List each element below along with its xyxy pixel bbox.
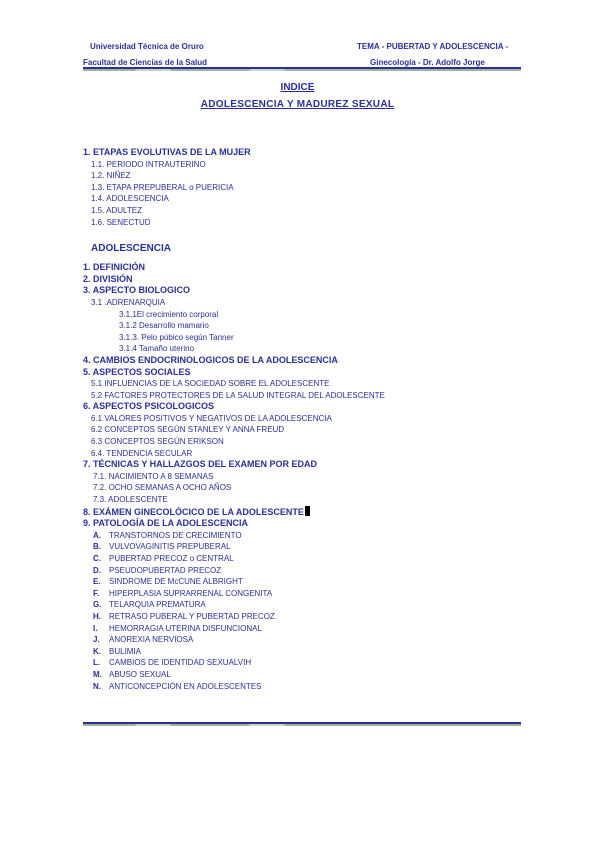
pathology-letter: B. [93, 542, 101, 552]
pathology-letter: N. [93, 681, 101, 691]
toc-entry [83, 424, 543, 436]
pathology-letter: J. [93, 635, 100, 645]
toc-entry-text: 6.4. TENDENCIA SECULAR [91, 448, 193, 458]
toc-entry [83, 309, 543, 321]
pathology-text: VULVOVAGINITIS PREPUBERAL [109, 542, 231, 552]
pathology-letter: I. [93, 623, 98, 633]
toc-entry-text: 9. PATOLOGÍA DE LA ADOLESCENCIA [83, 518, 249, 529]
toc-entry [83, 413, 543, 425]
toc-entry: 1.1. PERIODO INTRAUTERINO [91, 159, 206, 169]
toc-heading [83, 506, 543, 519]
toc-heading [83, 459, 543, 471]
header-rule [83, 67, 521, 71]
toc-entry [83, 320, 543, 332]
toc-entry-text: 6. ASPECTOS PSICOLOGICOS [83, 401, 215, 412]
pathology-letter: A. [93, 530, 101, 540]
toc-entry: 1.3. ETAPA PREPUBERAL o PUERICIA [91, 182, 234, 192]
header-faculty: Facultad de Ciencias de la Salud [83, 58, 208, 67]
pathology-text: CAMBIOS DE IDENTIDAD SEXUALVIH [109, 658, 252, 668]
pathology-item [83, 657, 543, 669]
pathology-item [83, 576, 543, 588]
pathology-letter: H. [93, 611, 101, 621]
toc-heading: 1. ETAPAS EVOLUTIVAS DE LA MUJER [83, 147, 251, 157]
toc-entry: 1.4. ADOLESCENCIA [91, 194, 169, 204]
pathology-text: ABUSO SEXUAL [109, 669, 171, 679]
toc-entry-text: 7.3. ADOLESCENTE [93, 495, 168, 505]
pathology-text: BULIMIA [109, 646, 142, 656]
pathology-item [83, 669, 543, 681]
toc-heading [83, 401, 543, 413]
toc-entry-text: 7.1. NACIMIENTO A 8 SEMANAS [93, 471, 214, 481]
pathology-text: ANOREXIA NERVIOSA [109, 635, 194, 645]
text-cursor [305, 506, 310, 516]
toc-entry-text: 6.3 CONCEPTOS SEGÚN ERIKSON [91, 437, 224, 447]
toc-entry: 1.6. SENECTUD [91, 217, 151, 227]
toc-entry-text: 1. DEFINICIÓN [83, 262, 146, 273]
pathology-item [83, 611, 543, 623]
header-course: Ginecología - Dr. Adolfo Jorge [370, 58, 485, 67]
page-subtitle: ADOLESCENCIA Y MADUREZ SEXUAL [200, 99, 395, 110]
pathology-item [83, 588, 543, 600]
toc-entry-text: 3.1.2 Desarrollo mamario [119, 321, 209, 331]
pathology-letter: K. [93, 646, 101, 656]
pathology-text: TRANSTORNOS DE CRECIMIENTO [109, 530, 242, 540]
toc-heading [83, 274, 543, 286]
toc-entry-text: 7. TÉCNICAS Y HALLAZGOS DEL EXAMEN POR EDAD [83, 459, 318, 470]
section-heading: ADOLESCENCIA [91, 243, 172, 255]
pathology-text: HEMORRAGIA UTERINA DISFUNCIONAL [109, 623, 262, 633]
pathology-text: TELARQUIA PREMATURA [109, 600, 206, 610]
pathology-text: PSEUDOPUBERTAD PRECOZ [109, 565, 222, 575]
toc-entry-text: 3.1.1El crecimiento corporal [119, 309, 219, 319]
toc-entry-text: 6.1 VALORES POSITIVOS Y NEGATIVOS DE LA ADOLESCENCIA [91, 413, 332, 423]
toc-entry-text: 5. ASPECTOS SOCIALES [83, 366, 191, 377]
pathology-letter: E. [93, 577, 101, 587]
toc-entry [83, 378, 543, 390]
pathology-letter: L. [93, 658, 101, 668]
pathology-text: PUBERTAD PRECOZ o CENTRAL [109, 554, 234, 563]
toc-entry [83, 297, 543, 309]
toc-entry-text: 3. ASPECTO BIOLOGICO [83, 285, 191, 296]
toc-heading [83, 262, 543, 274]
toc-entry [83, 482, 543, 494]
pathology-text: RETRASO PUBERAL Y PUBERTAD PRECOZ. [109, 611, 278, 621]
page-title: INDICE [280, 82, 315, 93]
toc-entry-text: 7.2. OCHO SEMANAS A OCHO AÑOS [93, 483, 232, 493]
toc-entry [83, 332, 543, 344]
pathology-text: ANTICONCEPCIÓN EN ADOLESCENTES [109, 681, 262, 691]
toc-entry-text: 5.1 INFLUENCIAS DE LA SOCIEDAD SOBRE EL ADOLESCENTE [91, 379, 330, 389]
table-of-contents [83, 147, 543, 692]
toc-entry [83, 494, 543, 506]
pathology-item [83, 541, 543, 553]
pathology-item [83, 530, 543, 542]
pathology-text: HIPERPLASIA SUPRARRENAL CONGENITA [109, 588, 273, 598]
header-topic: TEMA - PUBERTAD Y ADOLESCENCIA - [357, 42, 509, 51]
pathology-letter: M. [93, 669, 102, 679]
pathology-item [83, 565, 543, 577]
toc-entry [83, 390, 543, 402]
toc-entry-text: 2. DIVISIÓN [83, 273, 133, 284]
toc-entry [83, 448, 543, 460]
toc-entry-text: 3.1.3. Pelo púbico según Tanner [119, 332, 234, 342]
toc-entry: 1.2. NIÑEZ [91, 171, 131, 181]
pathology-letter: G. [93, 600, 102, 610]
toc-entry [83, 471, 543, 483]
header-university: Universidad Técnica de Oruro [90, 42, 204, 51]
footer-rule [83, 722, 521, 726]
toc-heading [83, 285, 543, 297]
pathology-letter: F. [93, 588, 100, 598]
toc-entry-text: 8. EXÁMEN GINECOLÓCICO DE LA ADOLESCENTE [83, 506, 304, 517]
toc-entry-text: 4. CAMBIOS ENDOCRINOLOGICOS DE LA ADOLESCENCIA [83, 354, 338, 365]
pathology-text: SINDROME DE McCUNE ALBRIGHT [109, 577, 243, 587]
pathology-item [83, 623, 543, 635]
toc-entry [83, 436, 543, 448]
pathology-letter: C. [93, 554, 101, 563]
toc-entry-text: 3.1 .ADRENARQUIA [91, 297, 166, 307]
pathology-item [83, 634, 543, 646]
pathology-letter: D. [93, 565, 101, 575]
toc-entry: 1.5. ADULTEZ [91, 205, 142, 215]
toc-heading [83, 518, 543, 530]
toc-entry-text: 5.2 FACTORES PROTECTORES DE LA SALUD INTEGRAL DEL ADOLESCENTE [91, 390, 385, 400]
pathology-item [83, 646, 543, 658]
toc-entry [83, 343, 543, 355]
pathology-item [83, 681, 543, 693]
toc-entry-text: 3.1.4 Tamaño uterino [119, 344, 195, 354]
pathology-item [83, 599, 543, 611]
toc-heading [83, 367, 543, 379]
toc-entry-text: 6.2 CONCEPTOS SEGÚN STANLEY Y ANNA FREUD [91, 425, 285, 435]
toc-heading [83, 355, 543, 367]
pathology-item [83, 553, 543, 565]
